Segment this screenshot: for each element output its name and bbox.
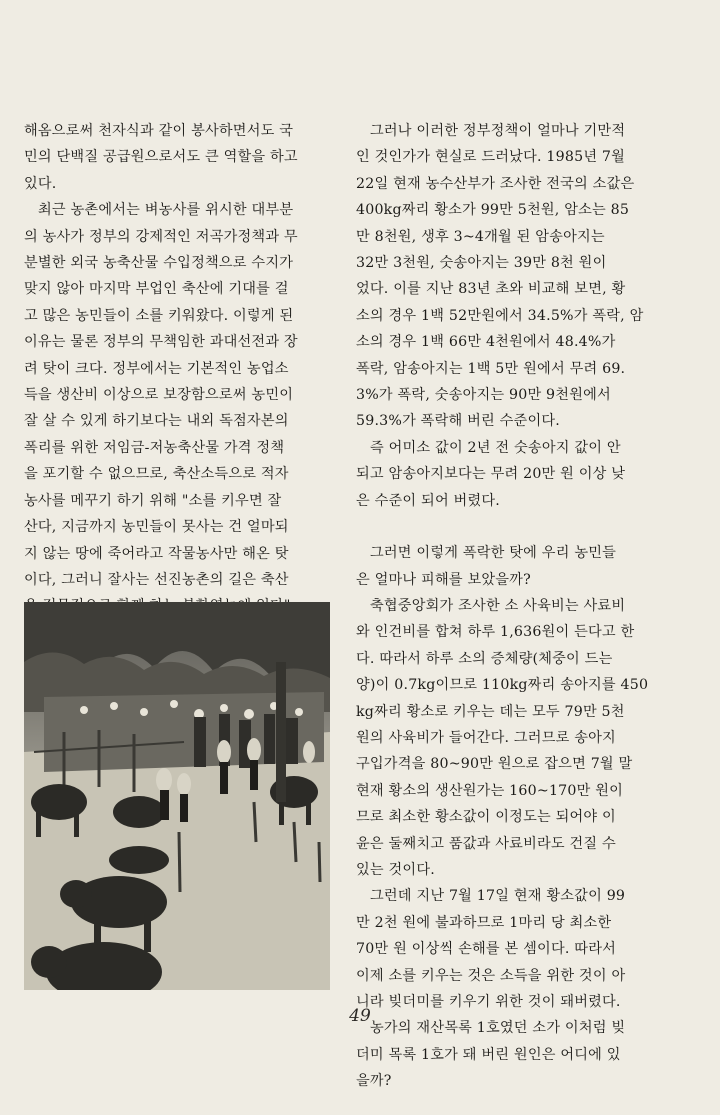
right-paragraph-5: 그런데 지난 7월 17일 현재 황소값이 99 만 2천 원에 불과하므로 1마리 당 최소한 70만 원 이상씩 손해를 본 셈이다. 따라서 이제 소를 키우는 것은 소득을 위한 것이 아 니라 빚더미를 키우기 위한 것이 돼버렸다.: [356, 888, 626, 1010]
page-number: 49: [349, 1006, 371, 1026]
cattle-market-photo: [24, 602, 330, 990]
paragraph-gap: [356, 514, 663, 540]
cattle-market-photo-image: [24, 602, 330, 990]
right-column: [356, 118, 663, 1095]
left-paragraph-2: 최근 농촌에서는 벼농사를 위시한 대부분 의 농사가 정부의 강제적인 저곡가정책과 무 분별한 외국 농축산물 수입정책으로 수지가 맞지 않아 마지막 부업인 축산에 기대를 걸 고 많은 농민들이 소를 키워왔다. 이렇게 된 이유는 물론 정부의 무책임한 과대선전과 장 려 탓이 크다. 정부에서는 기본적인 농업소 득을 생산비 이상으로 보장함으로써 농민이 잘 살 수 있게 하기보다는 내외 독점자본의 폭리를 위한 저임금-저농축산물 가격 정책 을 포기할 수 없으므로, 축산소득으로 적자 농사를 메꾸기 하기 위해 "소를 키우면 잘 산다, 지금까지 농민들이 못사는 건 얼마되 지 않는 땅에 죽어라고 작물농사만 해온 탓 이다, 그러니 잘사는 선진농촌의 길은 축산: [24, 202, 298, 588]
right-paragraph-4: 축협중앙회가 조사한 소 사육비는 사료비 와 인건비를 합쳐 하루 1,636원이 든다고 한 다. 따라서 하루 소의 증체량(체중이 드는 양)이 0.7kg이므로 110kg짜리 송아지를 450 kg짜리 황소로 키우는 데는 모두 79만 5천 원의 사육비가 들어간다. 그러므로 송아지 구입가격을 80~90만 원으로 잡으면 7월 말 현재 황소의 생산원가는 160~170만 원이 므로 최소한 황소값이 이정도는 되어야 이 윤은 둘째치고 품값과 사료비라도 건질 수 있는 것이다.: [356, 597, 649, 878]
right-paragraph-2: 즉 어미소 값이 2년 전 숫송아지 값이 안 되고 암송아지보다는 무려 20만 원 이상 낮 은 수준이 되어 버렸다.: [356, 439, 626, 509]
left-paragraph-1: 해옴으로써 천자식과 같이 봉사하면서도 국 민의 단백질 공급원으로서도 큰 역할을 하고 있다.: [24, 123, 298, 192]
right-paragraph-1: 그러나 이러한 정부정책이 얼마나 기만적 인 것인가가 현실로 드러났다. 1985년 7월 22일 현재 농수산부가 조사한 전국의 소값은 400kg짜리 황소가 99만 5천원, 암소는 85 만 8천원, 생후 3~4개월 된 암송아지는 32만 3천원, 숫송아지는 39만 8천 원이 었다. 이를 지난 83년 초와 비교해 보면, 황 소의 경우 1백 52만원에서 34.5%가 폭락, 암 소의 경우 1백 66만 4천원에서 48.4%가 폭락, 암송아지는 1백 5만 원에서 무려 69. 3%가 폭락, 숫송아지는 90만 9천원에서 59.3%가 폭락해 버린 수준이다.: [356, 123, 644, 430]
right-paragraph-6: 농가의 재산목록 1호였던 소가 이처럼 빚 더미 목록 1호가 돼 버린 원인은 어디에 있 을까?: [356, 1020, 626, 1090]
left-column: [24, 118, 330, 646]
right-paragraph-3: 그러면 이렇게 폭락한 탓에 우리 농민들 은 얼마나 피해를 보았을까?: [356, 545, 617, 588]
